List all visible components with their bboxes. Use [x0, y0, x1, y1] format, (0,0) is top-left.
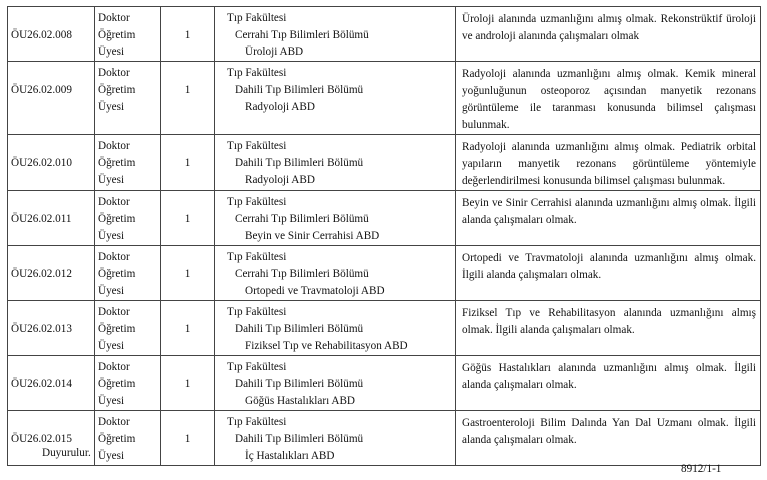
positions-table-body — [8, 7, 761, 466]
division-name: Radyoloji ABD — [245, 174, 315, 186]
faculty-name: Tıp Fakültesi — [227, 361, 287, 373]
position-quantity: 1 — [161, 191, 215, 246]
position-unit — [215, 135, 456, 191]
title-line: Öğretim — [98, 29, 136, 41]
position-code: ÖU26.02.014 — [8, 356, 95, 411]
title-line: Doktor — [98, 67, 130, 79]
position-requirement: Ortopedi ve Travmatoloji alanında uzmanlığını almış olmak. İlgili alanda çalışmaları olmak. — [456, 246, 761, 301]
title-line: Doktor — [98, 196, 130, 208]
position-title — [95, 411, 161, 466]
title-line: Üyesi — [98, 101, 125, 113]
title-line: Doktor — [98, 306, 130, 318]
position-title — [95, 62, 161, 135]
division-name: Ortopedi ve Travmatoloji ABD — [245, 285, 385, 297]
department-name: Cerrahi Tıp Bilimleri Bölümü — [235, 268, 369, 280]
position-unit — [215, 301, 456, 356]
title-line: Doktor — [98, 251, 130, 263]
position-unit — [215, 356, 456, 411]
department-name: Dahili Tıp Bilimleri Bölümü — [235, 84, 364, 96]
table-row — [8, 356, 761, 411]
title-line: Üyesi — [98, 174, 125, 186]
faculty-name: Tıp Fakültesi — [227, 12, 287, 24]
position-quantity: 1 — [161, 135, 215, 191]
title-line: Üyesi — [98, 230, 125, 242]
table-row — [8, 301, 761, 356]
position-requirement: Radyoloji alanında uzmanlığını almış olmak. Pediatrik orbital yapıların manyetik rezonans görüntüleme yöntemiyle değerlendirilmesi konusunda bilimsel çalışması bulunmak. — [456, 135, 761, 191]
position-title — [95, 135, 161, 191]
page-reference: 8912/1-1 — [681, 463, 722, 475]
department-name: Dahili Tıp Bilimleri Bölümü — [235, 157, 364, 169]
title-line: Öğretim — [98, 157, 136, 169]
department-name: Cerrahi Tıp Bilimleri Bölümü — [235, 29, 369, 41]
position-title — [95, 356, 161, 411]
faculty-name: Tıp Fakültesi — [227, 140, 287, 152]
position-unit — [215, 7, 456, 62]
table-row — [8, 191, 761, 246]
position-quantity: 1 — [161, 62, 215, 135]
faculty-name: Tıp Fakültesi — [227, 306, 287, 318]
position-title — [95, 301, 161, 356]
department-name: Cerrahi Tıp Bilimleri Bölümü — [235, 213, 369, 225]
title-line: Üyesi — [98, 285, 125, 297]
position-requirement: Beyin ve Sinir Cerrahisi alanında uzmanlığını almış olmak. İlgili alanda çalışmaları olmak. — [456, 191, 761, 246]
position-code: ÖU26.02.009 — [8, 62, 95, 135]
position-code: ÖU26.02.012 — [8, 246, 95, 301]
title-line: Üyesi — [98, 340, 125, 352]
title-line: Öğretim — [98, 84, 136, 96]
department-name: Dahili Tıp Bilimleri Bölümü — [235, 433, 364, 445]
position-requirement: Radyoloji alanında uzmanlığını almış olmak. Kemik mineral yoğunluğunun osteoporoz açısından manyetik rezonans görüntüleme ile taranması konusunda bilimsel çalışması bulunmak. — [456, 62, 761, 135]
title-line: Üyesi — [98, 395, 125, 407]
title-line: Doktor — [98, 361, 130, 373]
table-row — [8, 7, 761, 62]
position-unit — [215, 246, 456, 301]
title-line: Üyesi — [98, 450, 125, 462]
position-code: ÖU26.02.008 — [8, 7, 95, 62]
title-line: Doktor — [98, 12, 130, 24]
position-requirement: Göğüs Hastalıkları alanında uzmanlığını almış olmak. İlgili alanda çalışmaları olmak. — [456, 356, 761, 411]
division-name: Göğüs Hastalıkları ABD — [245, 395, 356, 407]
table-row — [8, 246, 761, 301]
title-line: Öğretim — [98, 378, 136, 390]
positions-table — [7, 6, 761, 466]
position-code: ÖU26.02.010 — [8, 135, 95, 191]
table-row — [8, 135, 761, 191]
title-line: Öğretim — [98, 323, 136, 335]
position-quantity: 1 — [161, 7, 215, 62]
position-title — [95, 191, 161, 246]
announcement-note: Duyurulur. — [42, 447, 91, 459]
position-requirement: Gastroenteroloji Bilim Dalında Yan Dal Uzmanı olmak. İlgili alanda çalışmaları olmak. — [456, 411, 761, 466]
faculty-name: Tıp Fakültesi — [227, 251, 287, 263]
faculty-name: Tıp Fakültesi — [227, 67, 287, 79]
title-line: Öğretim — [98, 433, 136, 445]
faculty-name: Tıp Fakültesi — [227, 416, 287, 428]
title-line: Öğretim — [98, 268, 136, 280]
position-unit — [215, 62, 456, 135]
table-row — [8, 62, 761, 135]
title-line: Doktor — [98, 416, 130, 428]
division-name: Üroloji ABD — [245, 46, 304, 58]
division-name: Fiziksel Tıp ve Rehabilitasyon ABD — [245, 340, 408, 352]
position-code: ÖU26.02.011 — [8, 191, 95, 246]
division-name: İç Hastalıkları ABD — [245, 450, 335, 462]
position-quantity: 1 — [161, 356, 215, 411]
title-line: Üyesi — [98, 46, 125, 58]
position-title — [95, 246, 161, 301]
title-line: Öğretim — [98, 213, 136, 225]
division-name: Radyoloji ABD — [245, 101, 315, 113]
position-requirement: Fiziksel Tıp ve Rehabilitasyon alanında uzmanlığını almış olmak. İlgili alanda çalışmaları olmak. — [456, 301, 761, 356]
position-quantity: 1 — [161, 411, 215, 466]
position-code: ÖU26.02.013 — [8, 301, 95, 356]
position-title — [95, 7, 161, 62]
position-quantity: 1 — [161, 246, 215, 301]
position-unit — [215, 191, 456, 246]
faculty-name: Tıp Fakültesi — [227, 196, 287, 208]
table-row — [8, 411, 761, 466]
department-name: Dahili Tıp Bilimleri Bölümü — [235, 323, 364, 335]
department-name: Dahili Tıp Bilimleri Bölümü — [235, 378, 364, 390]
position-quantity: 1 — [161, 301, 215, 356]
position-unit — [215, 411, 456, 466]
position-requirement: Üroloji alanında uzmanlığını almış olmak. Rekonstrüktif üroloji ve androloji alanında çalışmaları olmak — [456, 7, 761, 62]
position-code: ÖU26.02.015 — [8, 411, 95, 466]
division-name: Beyin ve Sinir Cerrahisi ABD — [245, 230, 380, 242]
title-line: Doktor — [98, 140, 130, 152]
